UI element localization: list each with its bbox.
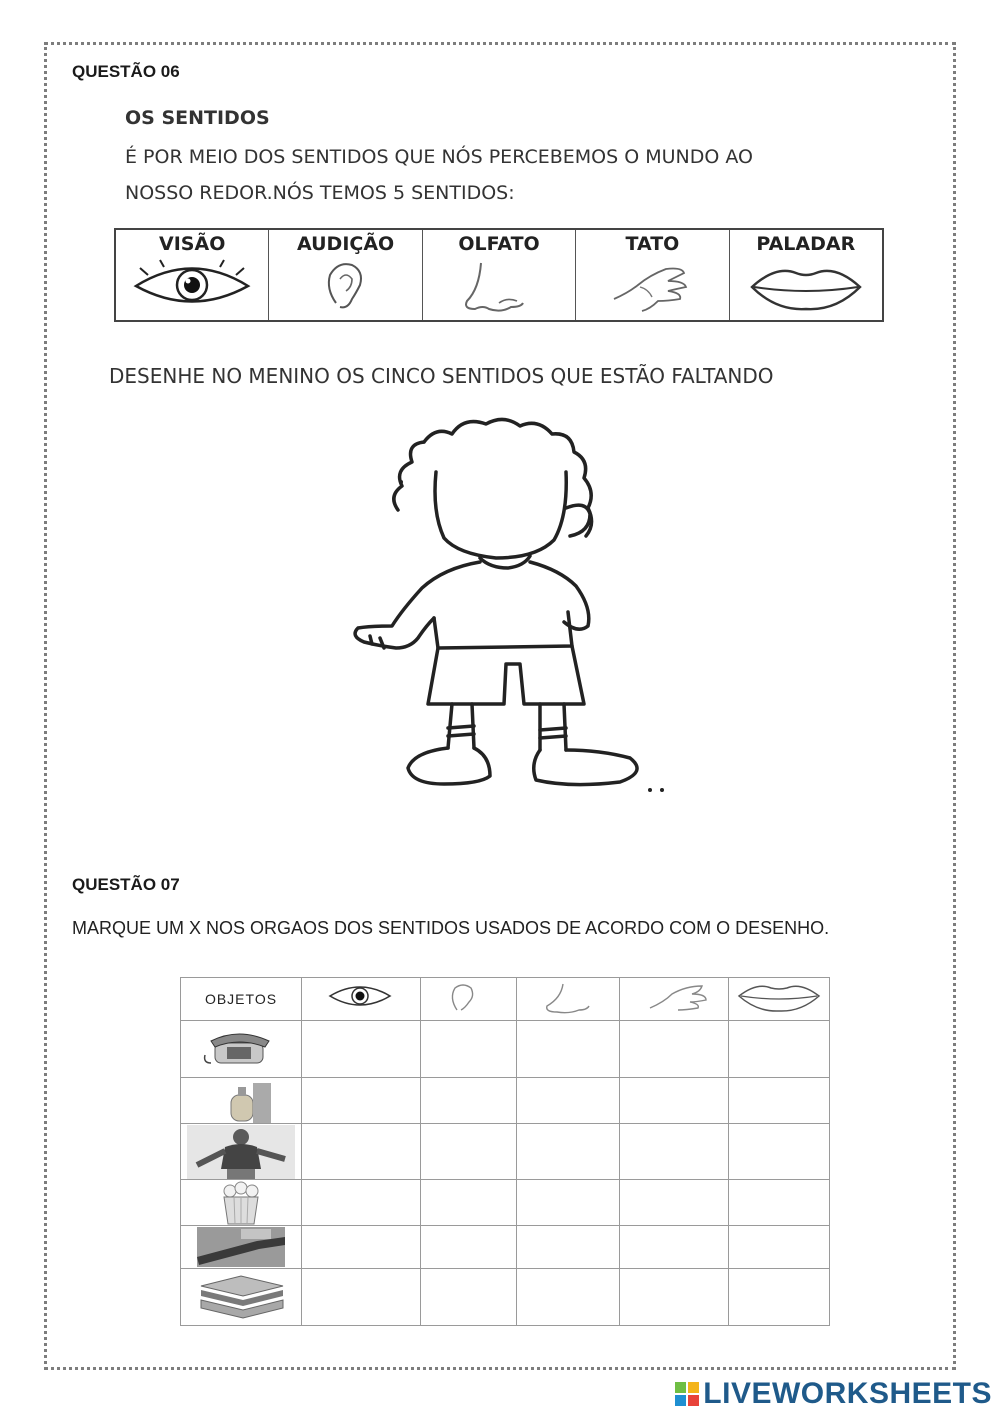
sense-name: AUDIÇÃO (297, 233, 395, 255)
objects-table (180, 977, 830, 1326)
answer-cell[interactable] (620, 1226, 729, 1269)
ear-icon (421, 980, 516, 1014)
answer-cell[interactable] (421, 1180, 517, 1226)
object-row-phone (181, 1021, 302, 1078)
answer-cell[interactable] (517, 1078, 620, 1124)
answer-cell[interactable] (620, 1180, 729, 1226)
brand-name: LIVEWORKSHEETS (703, 1377, 992, 1410)
answer-cell[interactable] (517, 1226, 620, 1269)
objects-header: OBJETOS (181, 978, 302, 1021)
answer-cell[interactable] (620, 1269, 729, 1326)
draw-instruction: DESENHE NO MENINO OS CINCO SENTIDOS QUE ESTÃO FALTANDO (109, 364, 774, 388)
nose-icon (517, 980, 619, 1014)
answer-cell[interactable] (302, 1078, 421, 1124)
boy-outline-illustration (340, 412, 680, 802)
answer-cell[interactable] (620, 1021, 729, 1078)
object-row-athlete (181, 1124, 302, 1180)
answer-cell[interactable] (302, 1226, 421, 1269)
answer-cell[interactable] (421, 1226, 517, 1269)
answer-cell[interactable] (517, 1180, 620, 1226)
popcorn-image (216, 1181, 266, 1225)
hot-iron-image (197, 1227, 285, 1267)
mouth-icon (729, 980, 829, 1014)
answer-cell[interactable] (729, 1226, 830, 1269)
answer-cell[interactable] (729, 1078, 830, 1124)
intro-line-1: É POR MEIO DOS SENTIDOS QUE NÓS PERCEBEMOS O MUNDO AO (125, 146, 753, 168)
sandwich-image (193, 1272, 289, 1322)
header-mouth (729, 978, 830, 1021)
ear-icon (316, 259, 376, 315)
header-hand (620, 978, 729, 1021)
liveworksheets-logo-icon (675, 1382, 699, 1406)
answer-cell[interactable] (517, 1269, 620, 1326)
footer-logo (675, 1377, 992, 1411)
object-row-popcorn (181, 1180, 302, 1226)
answer-cell[interactable] (517, 1124, 620, 1180)
header-eye (302, 978, 421, 1021)
answer-cell[interactable] (421, 1078, 517, 1124)
senses-title: OS SENTIDOS (125, 107, 270, 129)
object-row-hot-iron (181, 1226, 302, 1269)
eye-icon (302, 980, 420, 1014)
answer-cell[interactable] (729, 1021, 830, 1078)
sense-cell-taste (730, 230, 882, 320)
answer-cell[interactable] (421, 1021, 517, 1078)
sense-name: PALADAR (756, 233, 856, 255)
sense-name: OLFATO (458, 233, 540, 255)
answer-cell[interactable] (729, 1124, 830, 1180)
hand-icon (620, 980, 728, 1014)
answer-cell[interactable] (421, 1124, 517, 1180)
object-row-sandwich (181, 1269, 302, 1326)
answer-cell[interactable] (302, 1021, 421, 1078)
sense-cell-touch (576, 230, 729, 320)
question-6-label: QUESTÃO 06 (72, 62, 180, 81)
mouth-icon (746, 259, 866, 313)
hand-icon (610, 259, 694, 315)
sense-name: TATO (625, 233, 680, 255)
answer-cell[interactable] (517, 1021, 620, 1078)
phone-image (201, 1029, 281, 1069)
sense-name: VISÃO (159, 233, 226, 255)
mark-instruction: MARQUE UM X NOS ORGAOS DOS SENTIDOS USADOS DE ACORDO COM O DESENHO. (72, 918, 830, 938)
answer-cell[interactable] (302, 1124, 421, 1180)
header-nose (517, 978, 620, 1021)
header-ear (421, 978, 517, 1021)
question-7-label: QUESTÃO 07 (72, 875, 180, 894)
answer-cell[interactable] (421, 1269, 517, 1326)
object-row-perfume (181, 1078, 302, 1124)
answer-cell[interactable] (302, 1269, 421, 1326)
athlete-image (187, 1125, 295, 1179)
intro-line-2: NOSSO REDOR.NÓS TEMOS 5 SENTIDOS: (125, 182, 515, 204)
answer-cell[interactable] (620, 1124, 729, 1180)
answer-cell[interactable] (729, 1269, 830, 1326)
eye-icon (130, 259, 254, 311)
sense-cell-vision (116, 230, 269, 320)
senses-table (114, 228, 884, 322)
perfume-image (211, 1079, 271, 1123)
sense-cell-hearing (269, 230, 422, 320)
answer-cell[interactable] (620, 1078, 729, 1124)
answer-cell[interactable] (302, 1180, 421, 1226)
nose-icon (459, 259, 539, 315)
answer-cell[interactable] (729, 1180, 830, 1226)
sense-cell-smell (423, 230, 576, 320)
